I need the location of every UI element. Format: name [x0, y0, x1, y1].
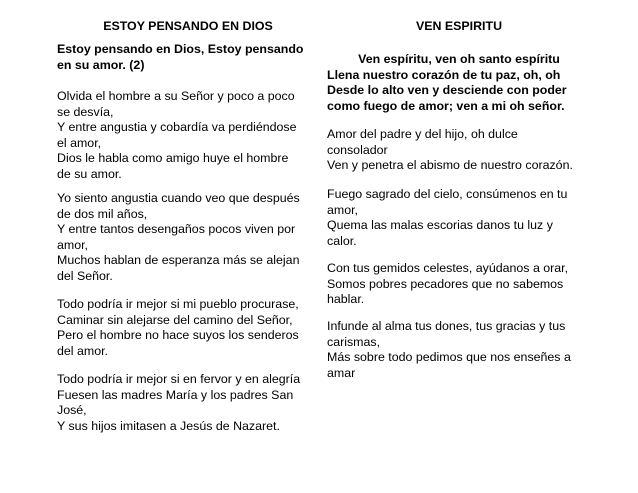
- lyric-line: Todo podría ir mejor si mi pueblo procurase,: [57, 297, 299, 311]
- lyric-line: José,: [57, 403, 87, 418]
- lyric-line: Más sobre todo pedimos que nos enseñes a: [327, 350, 571, 365]
- lyric-line: Muchos hablan de esperanza más se alejan: [57, 253, 300, 268]
- lyric-line: en su amor. (2): [57, 57, 145, 72]
- left-stanza-3: [57, 297, 319, 359]
- left-stanza-1: [57, 89, 319, 183]
- lyric-line: Infunde al alma tus dones, tus gracias y tus: [327, 319, 566, 333]
- lyric-line: como fuego de amor; ven a mi oh señor.: [327, 98, 565, 113]
- lyric-line: amor,: [57, 237, 88, 252]
- lyric-line: Y entre angustia y cobardía va perdiéndose: [57, 120, 297, 135]
- lyric-line: Desde lo alto ven y desciende con poder: [327, 83, 567, 98]
- lyric-line: de dos mil años,: [57, 206, 148, 221]
- lyric-line: Fuesen las madres María y los padres San: [57, 387, 294, 402]
- right-stanza-3: [327, 261, 591, 308]
- right-stanza-2: [327, 187, 591, 249]
- lyric-line: el amor,: [57, 135, 102, 150]
- lyric-line: consolador: [327, 142, 388, 157]
- right-stanza-4: [327, 319, 591, 381]
- lyric-line: Y sus hijos imitasen a Jesús de Nazaret.: [57, 418, 280, 433]
- lyric-line: carismas,: [327, 334, 381, 349]
- lyric-line: Somos pobres pecadores que no sabemos: [327, 276, 564, 291]
- right-stanza-1: [327, 127, 591, 174]
- lyric-line: Pero el hombre no hace suyos los senderos: [57, 328, 299, 343]
- lyric-line: Llena nuestro corazón de tu paz, oh, oh: [327, 67, 561, 82]
- left-song-title: ESTOY PENSANDO EN DIOS: [103, 19, 273, 33]
- lyric-line: Y entre tantos desengaños pocos viven por: [57, 222, 296, 237]
- right-chorus: [327, 52, 591, 114]
- lyric-line: Con tus gemidos celestes, ayúdanos a orar,: [327, 261, 569, 275]
- lyric-line: amar: [327, 365, 356, 380]
- lyric-line: de su amor.: [57, 166, 122, 181]
- lyric-line: Estoy pensando en Dios, Estoy pensando: [57, 42, 304, 56]
- left-chorus: [57, 42, 319, 73]
- left-stanza-4: [57, 372, 319, 434]
- lyric-line: Ven espíritu, ven oh santo espíritu: [358, 52, 560, 66]
- lyric-line: del amor.: [57, 343, 108, 358]
- lyric-line: hablar.: [327, 292, 365, 307]
- lyric-line: Yo siento angustia cuando veo que después: [57, 191, 300, 205]
- lyric-line: Amor del padre y del hijo, oh dulce: [327, 127, 518, 141]
- lyric-line: del Señor.: [57, 268, 113, 283]
- lyric-line: Olvida el hombre a su Señor y poco a poco: [57, 89, 295, 103]
- lyric-line: Caminar sin alejarse del camino del Señor,: [57, 312, 293, 327]
- right-song-title: VEN ESPIRITU: [415, 19, 503, 33]
- lyric-line: amor,: [327, 202, 358, 217]
- lyric-line: Ven y penetra el abismo de nuestro corazón.: [327, 158, 573, 173]
- lyric-line: Quema las malas escorias danos tu luz y: [327, 218, 553, 233]
- lyric-line: Fuego sagrado del cielo, consúmenos en tu: [327, 187, 568, 201]
- left-stanza-2: [57, 191, 319, 285]
- lyric-line: calor.: [327, 233, 357, 248]
- lyric-line: se desvía,: [57, 104, 114, 119]
- lyric-line: Dios le habla como amigo huye el hombre: [57, 151, 289, 166]
- lyric-line: Todo podría ir mejor si en fervor y en alegría: [57, 372, 301, 386]
